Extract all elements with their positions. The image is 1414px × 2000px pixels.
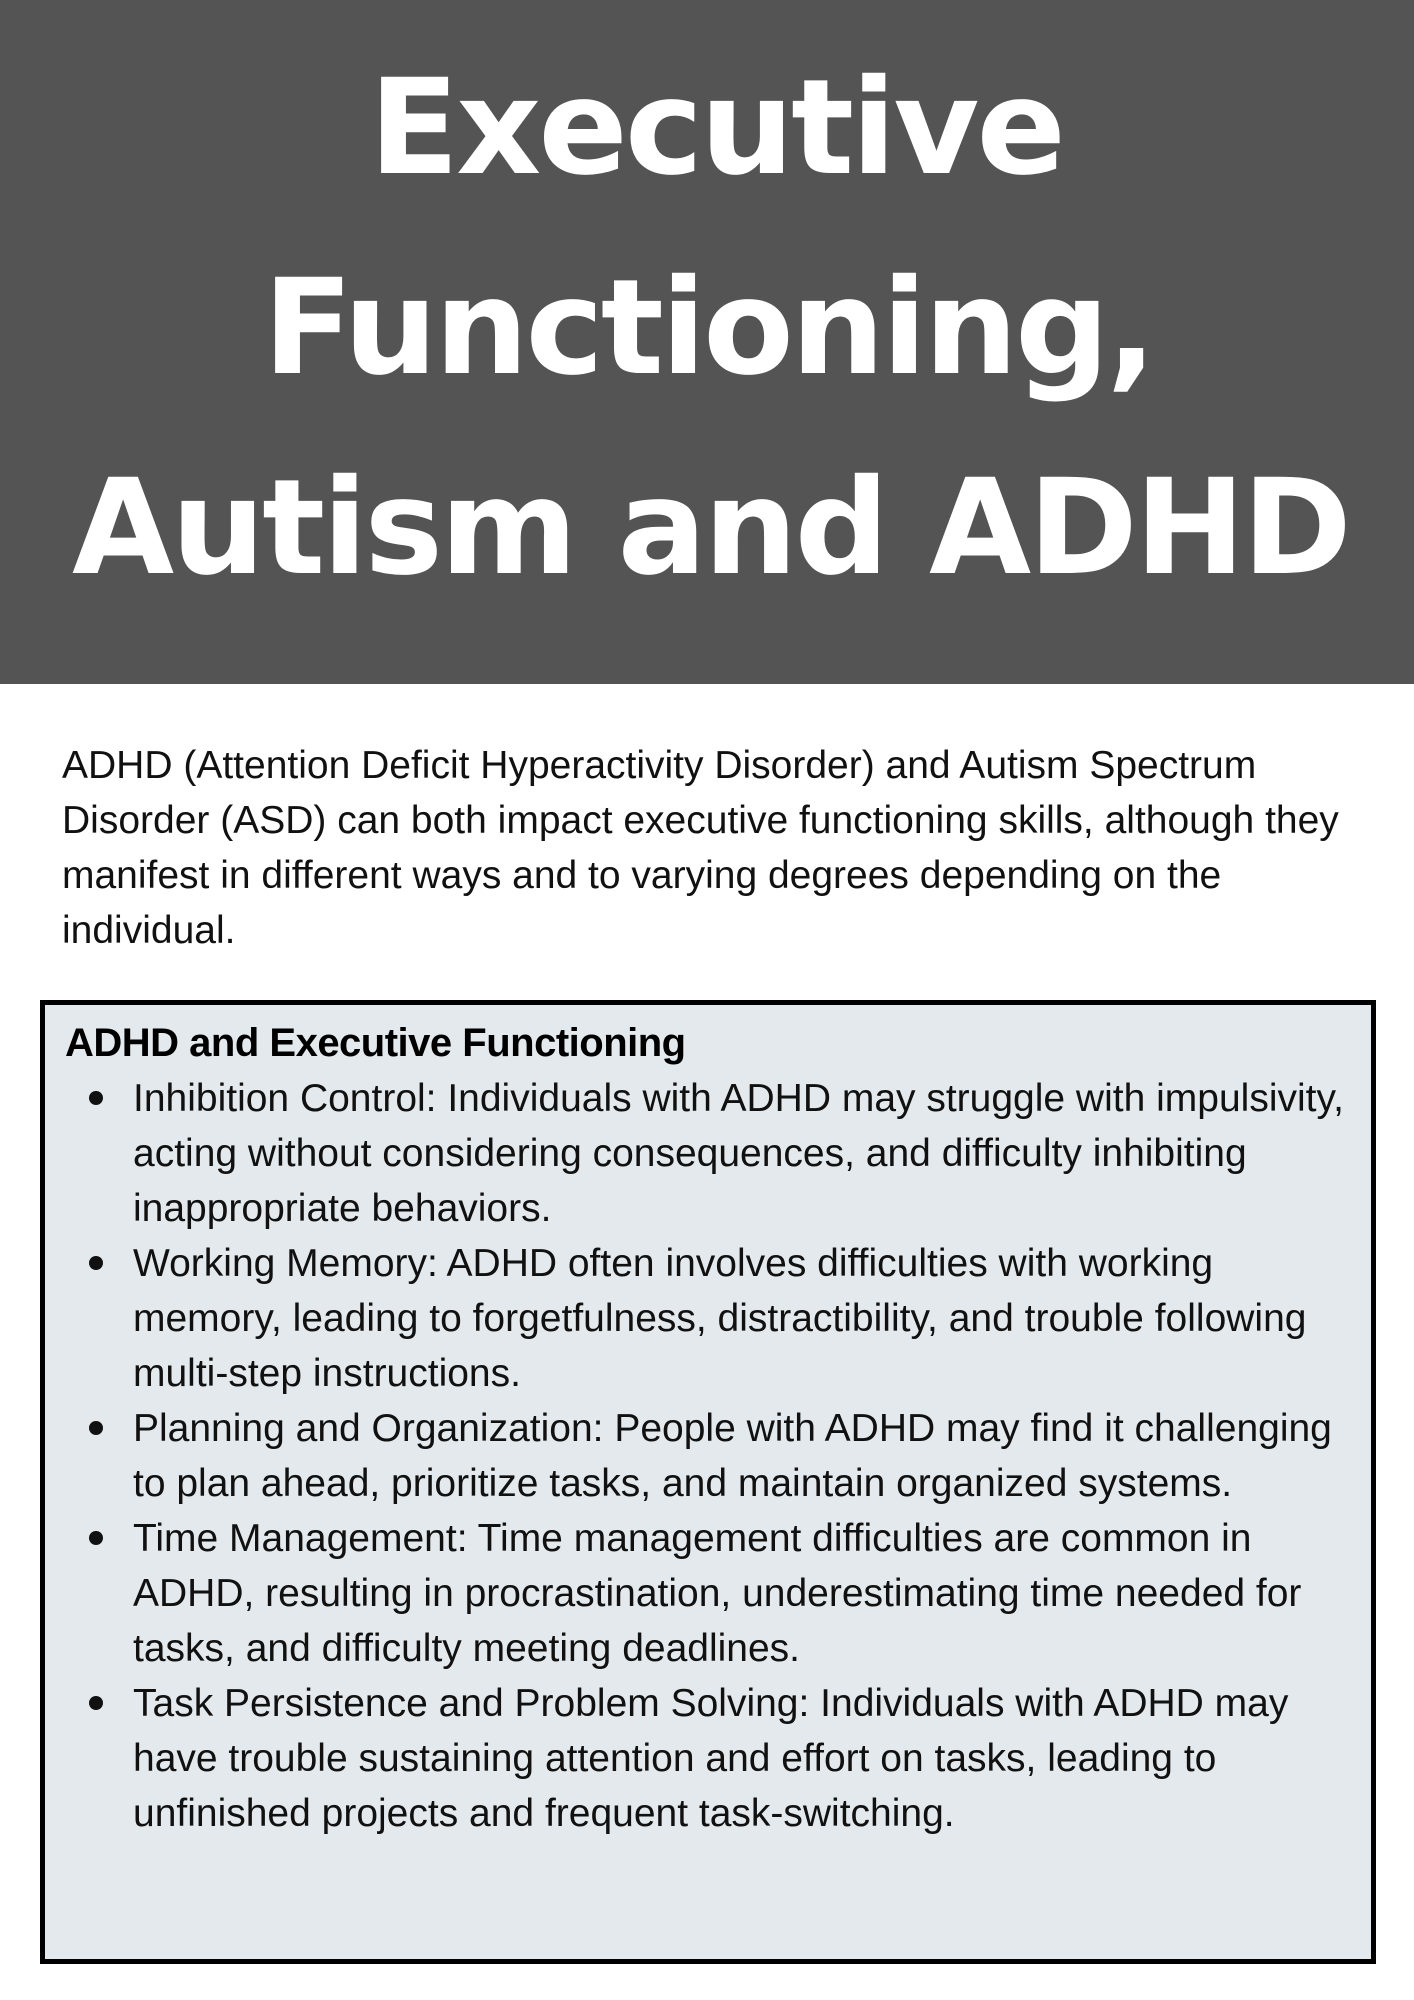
bullet-icon bbox=[89, 1696, 103, 1710]
bullet-icon bbox=[89, 1531, 103, 1545]
list-item bbox=[45, 1401, 1371, 1511]
list-item-text: Planning and Organization: People with ADHD may find it challenging to plan ahead, prioritize tasks, and maintain organized systems. bbox=[133, 1407, 1332, 1505]
title-banner bbox=[0, 0, 1414, 684]
list-item bbox=[45, 1676, 1371, 1841]
list-item bbox=[45, 1236, 1371, 1401]
list-item-text: Inhibition Control: Individuals with ADHD may struggle with impulsivity, acting without considering consequences, and difficulty inhibiting inappropriate behaviors. bbox=[133, 1077, 1344, 1230]
bullet-list bbox=[45, 1071, 1371, 1841]
title-line-3: Autism and ADHD bbox=[72, 451, 1349, 605]
list-item-text: Task Persistence and Problem Solving: Individuals with ADHD may have trouble sustaining attention and effort on tasks, leading to unfinished projects and frequent task-switching. bbox=[133, 1682, 1289, 1835]
title-line-1: Executive bbox=[369, 51, 1063, 205]
section-heading: ADHD and Executive Functioning bbox=[65, 1021, 686, 1065]
list-item bbox=[45, 1511, 1371, 1676]
bullet-icon bbox=[89, 1256, 103, 1270]
adhd-section-box bbox=[40, 1000, 1376, 1964]
bullet-icon bbox=[89, 1091, 103, 1105]
bullet-icon bbox=[89, 1421, 103, 1435]
list-item-text: Working Memory: ADHD often involves difficulties with working memory, leading to forgetfulness, distractibility, and trouble following multi-step instructions. bbox=[133, 1242, 1307, 1395]
intro-paragraph: ADHD (Attention Deficit Hyperactivity Disorder) and Autism Spectrum Disorder (ASD) can both impact executive functioning skills, although they manifest in different ways and to varying degrees depending on the individual. bbox=[62, 744, 1339, 952]
list-item-text: Time Management: Time management difficulties are common in ADHD, resulting in procrastination, underestimating time needed for tasks, and difficulty meeting deadlines. bbox=[133, 1517, 1302, 1670]
list-item bbox=[45, 1071, 1371, 1236]
title-line-2: Functioning, bbox=[263, 251, 1154, 405]
